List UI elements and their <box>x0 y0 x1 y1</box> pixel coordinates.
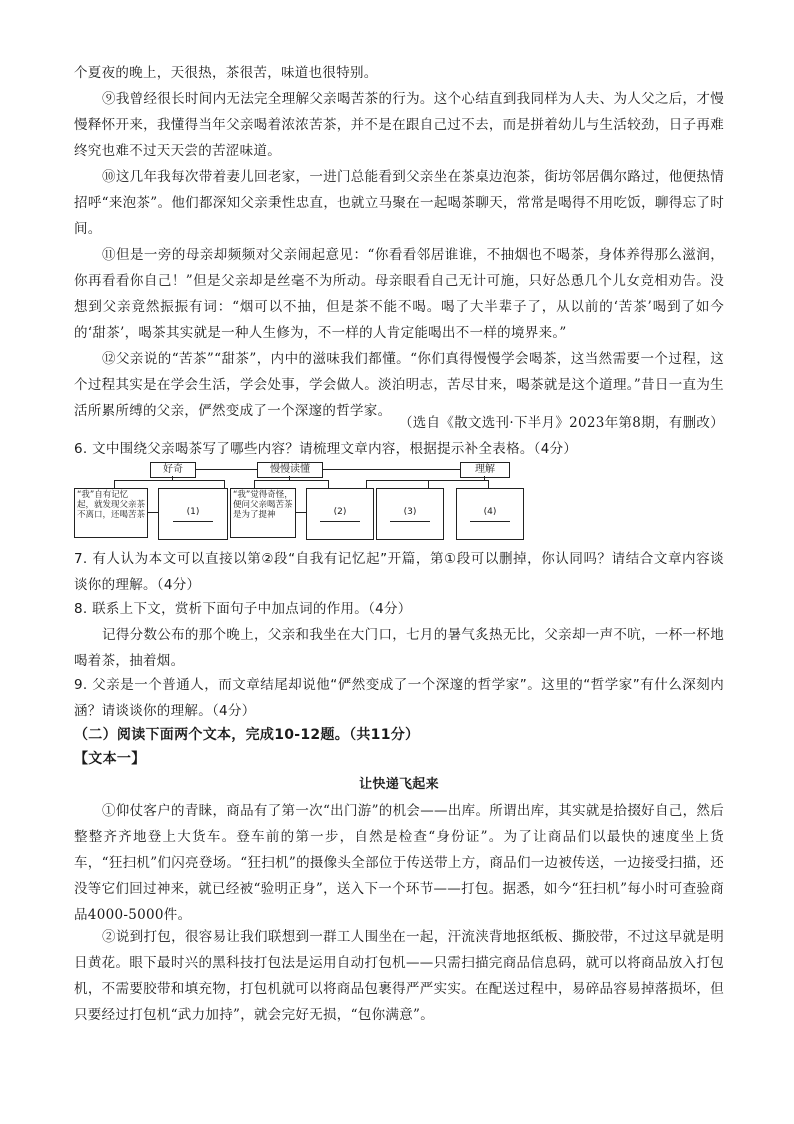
flow-diagram <box>74 462 534 542</box>
bracket <box>366 480 367 488</box>
blank-4-label: (4) <box>483 507 497 517</box>
bracket <box>254 480 255 488</box>
blank-2-label: (2) <box>333 507 347 517</box>
section-2-heading: （二）阅读下面两个文本，完成10-12题。（共11分） <box>74 727 420 743</box>
box-question: “我”觉得奇怪，便问父亲喝苦茶是为了提神 <box>230 488 296 538</box>
connector <box>195 469 257 470</box>
paragraph-8-end: 个夏夜的晚上，天很热，茶很苦，味道也很特别。 <box>74 65 378 81</box>
blank-3-label: (3) <box>403 507 417 517</box>
bracket <box>224 480 225 488</box>
question-6: 6. 文中围绕父亲喝茶写了哪些内容？请梳理文章内容，根据提示补全表格。（4分） <box>74 441 578 457</box>
blank-3 <box>376 488 444 540</box>
bracket <box>289 476 290 480</box>
source-citation: （选自《散文选刊·下半月》2023年第8期，有删改） <box>398 415 724 431</box>
box-memory: “我”自有记忆起，就发现父亲茶不离口，还喝苦茶 <box>74 488 148 538</box>
question-7: 7. 有人认为本文可以直接以第②段“自我有记忆起”开篇，第①段可以删掉，你认同吗？请结合文章内容谈谈你的理解。（4分） <box>74 551 724 593</box>
article-paragraph-1: ①仰仗客户的青睐，商品有了第一次“出门游”的机会——出库。所谓出库，其实就是拾掇好自己，然后整整齐齐地登上大货车。登车前的第一步，自然是检查“身份证”。为了让商品们以最快的速度坐上货车，“狂扫机”们闪亮登场。“狂扫机”的摄像头全部位于传送带上方，商品们一边被传送，一边接受扫描，还没等它们回过神来，就已经被“验明正身”，送入下一个环节——打包。据悉，如今“狂扫机”每小时可查验商品4000-5000件。 <box>74 803 724 923</box>
bracket <box>114 480 115 488</box>
blank-1-label: (1) <box>186 507 200 517</box>
bracket <box>366 480 488 481</box>
question-9: 9. 父亲是一个普通人，而文章结尾却说他“俨然变成了一个深邃的哲学家”。这里的“哲学家”有什么深刻内涵？请谈谈你的理解。（4分） <box>74 677 724 719</box>
question-8: 8. 联系上下文，赏析下面句子中加点词的作用。（4分） <box>74 601 412 617</box>
paragraph-12: ⑫父亲说的“苦茶”“甜茶”，内中的滋味我们都懂。“你们真得慢慢学会喝茶，这当然需要一个过程，这个过程其实是在学会生活，学会处事，学会做人。淡泊明志，苦尽甘来，喝茶就是这个道理。”昔日一直为生活所累所缚的父亲，俨然变成了一个深邃的哲学家。 <box>74 351 724 419</box>
paragraph-10: ⑩这几年我每次带着妻儿回老家，一进门总能看到父亲坐在茶桌边泡茶，街坊邻居偶尔路过，他便热情招呼“来泡茶”。他们都深知父亲秉性忠直，也就立马聚在一起喝茶聊天，常常是喝得不用吃饭，聊得忘了时间。 <box>74 169 724 237</box>
connector <box>322 469 460 470</box>
bracket <box>488 480 489 488</box>
paragraph-11: ⑪但是一旁的母亲却频频对父亲闹起意见：“你看看邻居谁谁，不抽烟也不喝茶，身体养得那么滋润，你再看看你自己！”但是父亲却是丝毫不为所动。母亲眼看自己无计可施，只好怂恿几个儿女竞相劝告。没想到父亲竟然振振有词：“烟可以不抽，但是茶不能不喝。喝了大半辈子了，从以前的‘苦茶’喝到了如今的‘甜茶’，喝茶其实就是一种人生修为，不一样的人肯定能喝出不一样的境界来。” <box>74 247 724 341</box>
paragraph-9: ⑨我曾经很长时间内无法完全理解父亲喝苦茶的行为。这个心结直到我同样为人夫、为人父之后，才慢慢释怀开来，我懂得当年父亲喝着浓浓苦茶，并不是在跟自己过不去，而是拼着幼儿与生活较劲，日子再难终究也难不过天天尝的苦涩味道。 <box>74 91 724 159</box>
text-1-label: 【文本一】 <box>74 751 146 767</box>
article-title: 让快递飞起来 <box>359 777 439 792</box>
article-paragraph-2: ②说到打包，很容易让我们联想到一群工人围坐在一起，汗流浃背地抠纸板、撕胶带，不过这早就是明日黄花。眼下最时兴的黑科技打包法是运用自动打包机——只需扫描完商品信息码，就可以将商品放入打包机，不需要胶带和填充物，打包机就可以将商品包裹得严严实实。在配送过程中，易碎品容易掉落损坏，但只要经过打包机“武力加持”，就会完好无损，“包你满意”。 <box>74 929 724 1023</box>
bracket <box>428 480 429 488</box>
blank-4 <box>456 488 524 540</box>
blank-1 <box>158 488 228 540</box>
bracket <box>254 480 328 481</box>
stage-comprehension: 理解 <box>460 462 510 478</box>
connector <box>296 512 306 513</box>
bracket <box>114 480 224 481</box>
bracket <box>172 476 173 480</box>
connector <box>148 512 158 513</box>
question-8-quote: 记得分数公布的那个晚上，父亲和我坐在大门口，七月的暑气炙热无比，父亲却一声不吭，一杯一杯地喝着茶，抽着烟。 <box>74 627 724 669</box>
stage-curious: 好奇 <box>150 462 196 478</box>
bracket <box>484 476 485 480</box>
bracket <box>328 480 329 488</box>
stage-understanding: 慢慢读懂 <box>257 462 323 478</box>
blank-2 <box>306 488 374 540</box>
